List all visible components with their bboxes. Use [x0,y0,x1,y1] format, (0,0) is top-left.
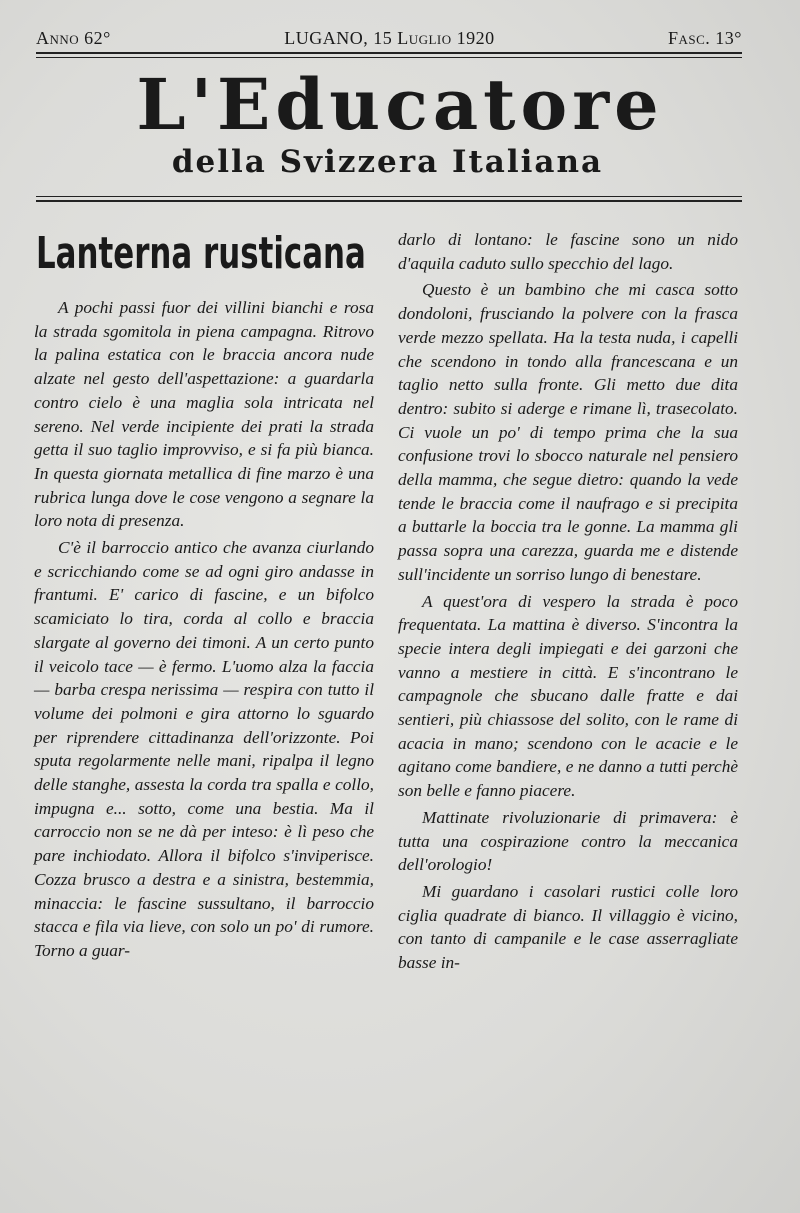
paragraph: Mattinate rivoluzionarie di primavera: è tutta una cospirazione contro la meccanica dell'orologio! [398,807,738,875]
masthead-rule-bottom [36,200,742,202]
article-left-column [34,296,374,963]
paragraph: Mi guardano i casolari rustici colle loro ciglia quadrate di bianco. Il villaggio è vicino, con tanto di campanile e le case asserragliate basse in- [398,881,738,973]
paragraph: A pochi passi fuor dei villini bianchi e rosa la strada sgomitola in piena campagna. Ritrovo la palina estatica con le braccia ancora nude alzate nel gesto dell'aspettazione: a guardarla contro cielo è una maglia sola intricata nel sereno. Nel verde incipiente dei prati la strada getta il suo taglio improvviso, e si fa più bianca. In questa giornata metallica di fine marzo è una rubrica lunga dove le cose vengono a segnare la loro nota di presenza. [34,298,374,531]
header-rule-bottom [36,57,742,58]
masthead-title: L'Educatore [136,63,664,146]
issue-header [36,28,742,49]
masthead-rule-top [36,196,742,197]
article-title: Lanterna rusticana [36,228,366,279]
paragraph: A quest'ora di vespero la strada è poco frequentata. La mattina è diverso. S'incontra la specie intera degli impiegati e dei garzoni che vanno a mestiere in città. E s'incontrano le campagnole che sbucano dalle fratte e dai sentieri, più chiassose del solito, con le rame di acacia in mano; scendono con le acacie e le agitano come bandiere, e ne danno a tutti perchè son belle e fanno piacere. [398,591,738,801]
paragraph: C'è il barroccio antico che avanza ciurlando e scricchiando come se ad ogni giro andasse in frantumi. E' carico di fascine, e un bifolco scamiciato lo tira, corda al collo e braccia slargate al governo dei timoni. A un certo punto il veicolo tace — è fermo. L'uomo alza la faccia — barba crespa nerissima — respira con tutto il volume dei polmoni e gira attorno lo sguardo per riprendere cittadinanza dell'orizzonte. Poi sputa regolarmente nelle mani, ripalpa il legno delle stanghe, assesta la corda tra spalla e collo, impugna e... sotto, come una bestia. Ma il carroccio non se ne dà per inteso: è lì peso che pare inchiodato. Allora il bifolco s'inviperisce. Cozza brusco a destra e a sinistra, bestemmia, minaccia: le fascine sussultano, il barroccio stacca e fila via lieve, con solo un po' di rumore. Torno a guar- [34,538,374,960]
issue-number: Fasc. 13° [667,28,742,48]
issue-place-date: LUGANO, 15 Luglio 1920 [284,28,495,48]
header-rule-top [36,52,742,54]
issue-year: Anno 62° [36,28,111,48]
paragraph: Questo è un bambino che mi casca sotto dondoloni, frusciando la polvere con la frasca verde mezzo spellata. Ha la testa nuda, i capelli che scendono in tondo alla francescana e un taglio netto sulla fronte. Gli metto due dita dentro: subito si aderge e rimane lì, trasecolato. Ci vuole un po' di tempo prima che la sua confusione trovi lo sbocco naturale nel pensiero della mamma, che segue dietro: quando la vede tende le braccia come il naufrago e si precipita a buttarle la boccia tra le gonne. La mamma gli passa sopra una carezza, guarda me e distende sull'incidente un sorriso lungo di benestare. [398,280,738,584]
article-right-column [398,228,738,975]
masthead-subtitle: della Svizzera Italiana [171,144,604,180]
paragraph: darlo di lontano: le fascine sono un nido d'aquila caduto sullo specchio del lago. [398,230,738,273]
